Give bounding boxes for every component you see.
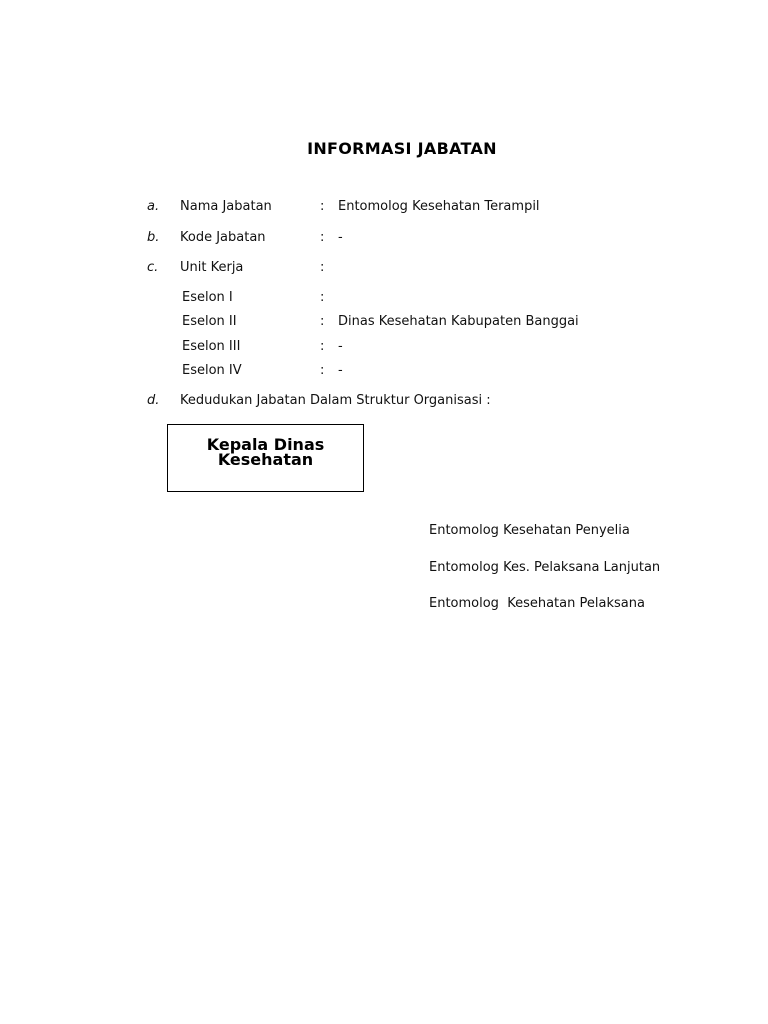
eselon-label: Eselon II — [182, 314, 237, 329]
eselon-row-4 — [0, 361, 768, 381]
eselon-value: Dinas Kesehatan Kabupaten Banggai — [338, 314, 579, 329]
field-label: Nama Jabatan — [180, 199, 272, 214]
related-position-1: Entomolog Kesehatan Penyelia — [429, 523, 630, 538]
org-structure-box — [167, 424, 364, 492]
org-box-line-1: Kepala Dinas — [206, 435, 325, 454]
eselon-label: Eselon I — [182, 290, 233, 305]
field-label: Kode Jabatan — [180, 230, 266, 245]
field-separator: : — [320, 260, 325, 275]
document-title-text: INFORMASI JABATAN — [307, 139, 497, 158]
eselon-row-1 — [0, 288, 768, 308]
field-label: Unit Kerja — [180, 260, 244, 275]
eselon-value: - — [338, 363, 343, 378]
org-box-text — [191, 435, 341, 470]
field-row-unit-kerja — [0, 258, 768, 278]
field-letter: c. — [147, 260, 159, 275]
field-separator: : — [320, 290, 325, 305]
document-title — [36, 139, 768, 158]
field-separator: : — [320, 230, 325, 245]
field-letter: a. — [147, 199, 160, 214]
field-letter: b. — [147, 230, 160, 245]
field-label: Kedudukan Jabatan Dalam Struktur Organisasi : — [180, 393, 491, 408]
eselon-label: Eselon IV — [182, 363, 242, 378]
eselon-label: Eselon III — [182, 339, 241, 354]
field-value: - — [338, 230, 343, 245]
related-position-2: Entomolog Kes. Pelaksana Lanjutan — [429, 560, 661, 575]
field-row-kedudukan — [0, 391, 768, 411]
eselon-value: - — [338, 339, 343, 354]
related-position-3: Entomolog Kesehatan Pelaksana — [429, 596, 645, 611]
field-value: Entomolog Kesehatan Terampil — [338, 199, 540, 214]
eselon-row-2 — [0, 312, 768, 332]
field-letter: d. — [147, 393, 160, 408]
field-row-kode-jabatan — [0, 228, 768, 248]
field-separator: : — [320, 199, 325, 214]
field-row-nama-jabatan — [0, 197, 768, 217]
field-separator: : — [320, 339, 325, 354]
eselon-row-3 — [0, 337, 768, 357]
org-box-line-2: Kesehatan — [217, 450, 314, 469]
field-separator: : — [320, 314, 325, 329]
field-separator: : — [320, 363, 325, 378]
